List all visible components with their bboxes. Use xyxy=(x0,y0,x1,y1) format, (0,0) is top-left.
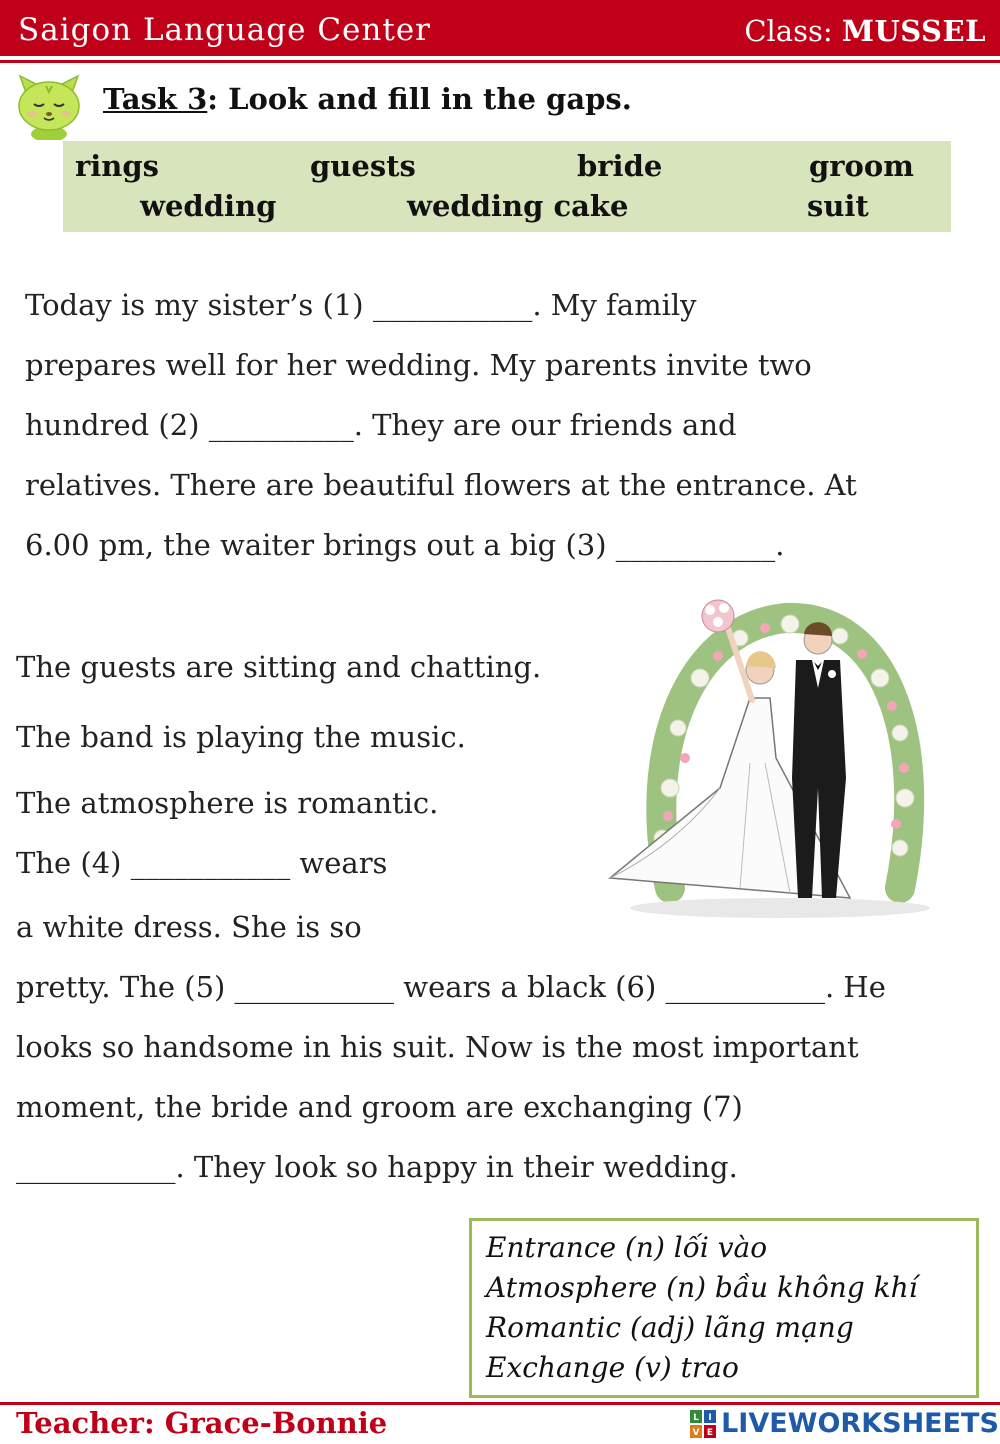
glossary-entry: Entrance (n) lối vào xyxy=(486,1231,768,1264)
badge-letter: E xyxy=(706,1427,714,1438)
passage-line: moment, the bride and groom are exchanging (7) xyxy=(16,1090,743,1124)
passage-line: looks so handsome in his suit. Now is the most important xyxy=(16,1030,859,1064)
word-bank-item: wedding cake xyxy=(407,189,629,223)
cat-mascot-icon xyxy=(6,64,92,140)
passage-line: The guests are sitting and chatting. xyxy=(16,650,542,684)
word-bank-item: suit xyxy=(807,189,869,223)
task-title xyxy=(103,82,632,116)
word-bank-item: bride xyxy=(577,149,663,183)
word-bank-item: groom xyxy=(809,149,914,183)
liveworksheets-badge-icon xyxy=(690,1410,716,1438)
footer-rule xyxy=(0,1402,1000,1405)
glossary-entry: Exchange (v) trao xyxy=(486,1351,739,1384)
brand-name: LIVEWORKSHEETS xyxy=(721,1408,999,1439)
task-number: Task 3 xyxy=(103,82,208,116)
header-rule xyxy=(0,60,1000,63)
badge-letter: V xyxy=(692,1427,700,1438)
passage-line: The atmosphere is romantic. xyxy=(16,786,439,820)
liveworksheets-logo xyxy=(690,1408,999,1439)
badge-letter: L xyxy=(693,1412,699,1423)
center-name: Saigon Language Center xyxy=(18,12,431,48)
class-label-block xyxy=(744,14,986,48)
teacher-name: Teacher: Grace-Bonnie xyxy=(16,1406,388,1440)
passage-line: The (4) ___________ wears xyxy=(16,846,388,880)
class-label: Class: xyxy=(744,14,833,48)
passage-line: hundred (2) __________. They are our friends and xyxy=(25,408,737,442)
passage-line: a white dress. She is so xyxy=(16,910,362,944)
task-instruction: : Look and fill in the gaps. xyxy=(207,82,632,116)
glossary-box xyxy=(469,1218,979,1398)
passage-line: ___________. They look so happy in their wedding. xyxy=(16,1150,738,1184)
word-bank-item: rings xyxy=(75,149,159,183)
word-bank xyxy=(63,141,951,232)
passage-line: pretty. The (5) ___________ wears a black (6) ___________. He xyxy=(16,970,886,1004)
passage-line: relatives. There are beautiful flowers at the entrance. At xyxy=(25,468,857,502)
word-bank-item: guests xyxy=(310,149,416,183)
passage-line: prepares well for her wedding. My parents invite two xyxy=(25,348,812,382)
wedding-couple-illustration xyxy=(600,588,950,928)
glossary-entry: Romantic (adj) lãng mạng xyxy=(486,1311,854,1344)
class-name: MUSSEL xyxy=(841,14,986,48)
passage-line: Today is my sister’s (1) ___________. My family xyxy=(25,288,697,322)
passage-line: The band is playing the music. xyxy=(16,720,466,754)
word-bank-item: wedding xyxy=(140,189,277,223)
badge-letter: I xyxy=(708,1412,712,1423)
passage-line: 6.00 pm, the waiter brings out a big (3) ___________. xyxy=(25,528,785,562)
glossary-entry: Atmosphere (n) bầu không khí xyxy=(486,1271,918,1304)
